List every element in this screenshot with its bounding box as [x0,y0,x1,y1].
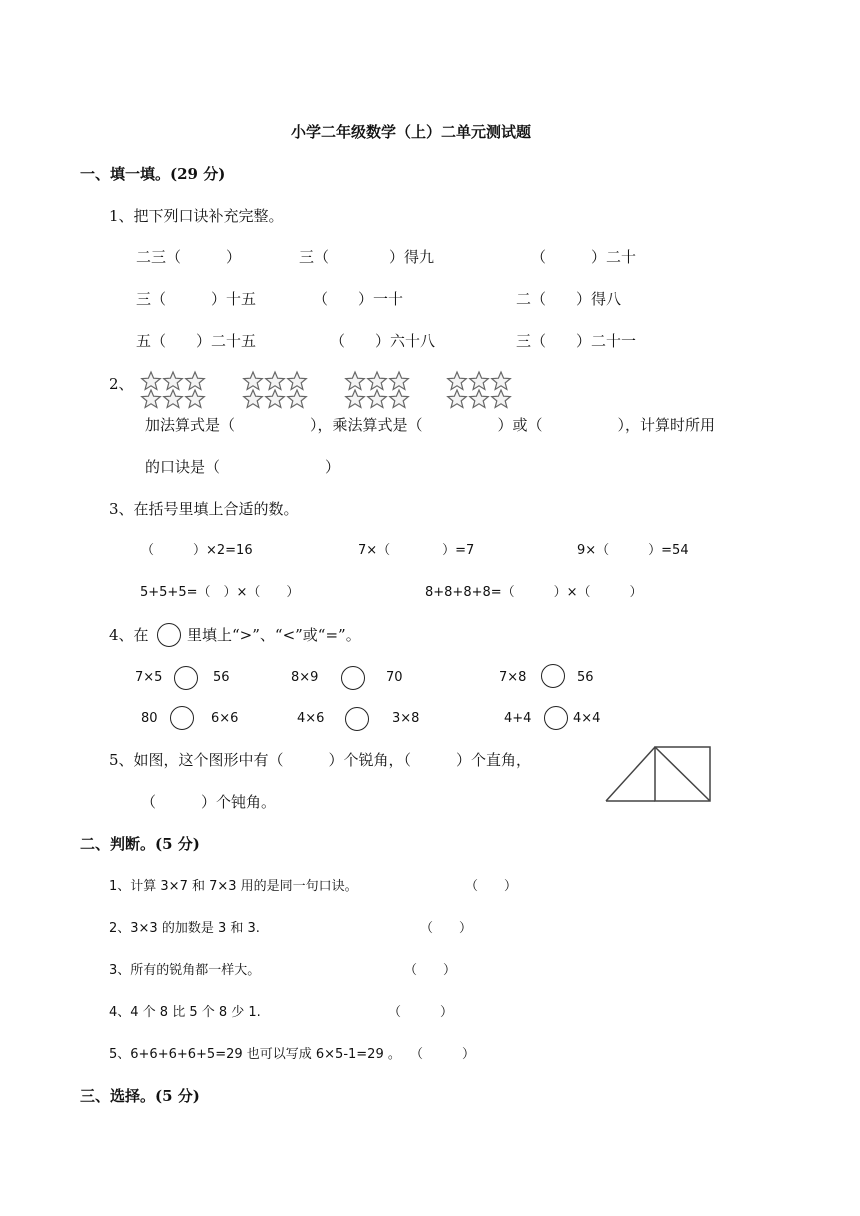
q4-left: 80 [141,711,158,726]
judge-answer[interactable]: （ ） [420,921,473,936]
q5-line-2: （ ）个钝角。 [141,793,277,811]
star-group-2 [243,370,309,410]
compare-circle[interactable] [174,666,198,690]
q4-right: 56 [577,670,594,685]
q4-left: 4+4 [504,711,532,726]
q4-left: 7×5 [135,670,163,685]
star-group-4 [447,370,513,410]
q4-right: 70 [386,670,403,685]
compare-circle[interactable] [541,664,565,688]
q4-left: 7×8 [499,670,527,685]
compare-circle[interactable] [170,706,194,730]
judge-answer[interactable]: （ ） [404,963,457,978]
compare-circle[interactable] [544,706,568,730]
q1-item: （ ）六十八 [330,332,436,350]
q1-prompt: 1、把下列口诀补充完整。 [109,207,284,225]
judge-item: 4、4 个 8 比 5 个 8 少 1. [109,1005,261,1020]
q3-item: 9×（ ）=54 [577,543,689,558]
q1-item: 三（ ）十五 [136,290,257,308]
section-1-heading: 一、填一填。(29 分) [80,165,226,183]
q3-item: 5+5+5=（ ）×（ ） [140,585,300,600]
judge-answer[interactable]: （ ） [465,879,518,894]
q4-left: 4×6 [297,711,325,726]
q3-item: 7×（ ）=7 [358,543,475,558]
judge-answer[interactable]: （ ） [388,1005,454,1020]
q1-item: 二（ ）得八 [516,290,622,308]
q2-number: 2、 [109,375,134,393]
judge-item: 5、6+6+6+6+5=29 也可以写成 6×5-1=29 。 [109,1047,401,1062]
q2-line-2: 的口诀是（ ） [145,458,341,476]
q3-item: （ ）×2=16 [141,543,253,558]
q4-suffix: 里填上“>”、“<”或“=”。 [187,626,361,644]
q5-line-1: 5、如图，这个图形中有（ ）个锐角，（ ）个直角， [109,751,532,769]
q1-item: （ ）一十 [313,290,404,308]
q4-left: 8×9 [291,670,319,685]
q1-item: 五（ ）二十五 [136,332,257,350]
compare-circle[interactable] [345,707,369,731]
q1-item: 二三（ ） [136,248,242,266]
judge-item: 1、计算 3×7 和 7×3 用的是同一句口诀。 [109,879,358,894]
section-2-heading: 二、判断。(5 分) [80,835,200,853]
compare-circle[interactable] [341,666,365,690]
page-title: 小学二年级数学（上）二单元测试题 [291,123,532,141]
judge-item: 3、所有的锐角都一样大。 [109,963,261,978]
q1-item: （ ）二十 [531,248,637,266]
q3-prompt: 3、在括号里填上合适的数。 [109,500,299,518]
q4-right: 4×4 [573,711,601,726]
q4-prefix: 4、在 [109,626,149,644]
blank-circle-icon[interactable] [157,623,181,647]
q1-item: 三（ ）二十一 [516,332,637,350]
judge-answer[interactable]: （ ） [410,1047,476,1062]
q4-right: 56 [213,670,230,685]
q3-item: 8+8+8+8=（ ）×（ ） [425,585,643,600]
judge-item: 2、3×3 的加数是 3 和 3. [109,921,260,936]
q2-line-1: 加法算式是（ ），乘法算式是（ ）或（ ），计算时所用 [145,416,716,434]
q4-right: 3×8 [392,711,420,726]
star-group-3 [345,370,411,410]
star-group-1 [141,370,207,410]
triangle-figure [604,745,714,803]
section-3-heading: 三、选择。(5 分) [80,1087,200,1105]
q4-right: 6×6 [211,711,239,726]
q1-item: 三（ ）得九 [299,248,435,266]
